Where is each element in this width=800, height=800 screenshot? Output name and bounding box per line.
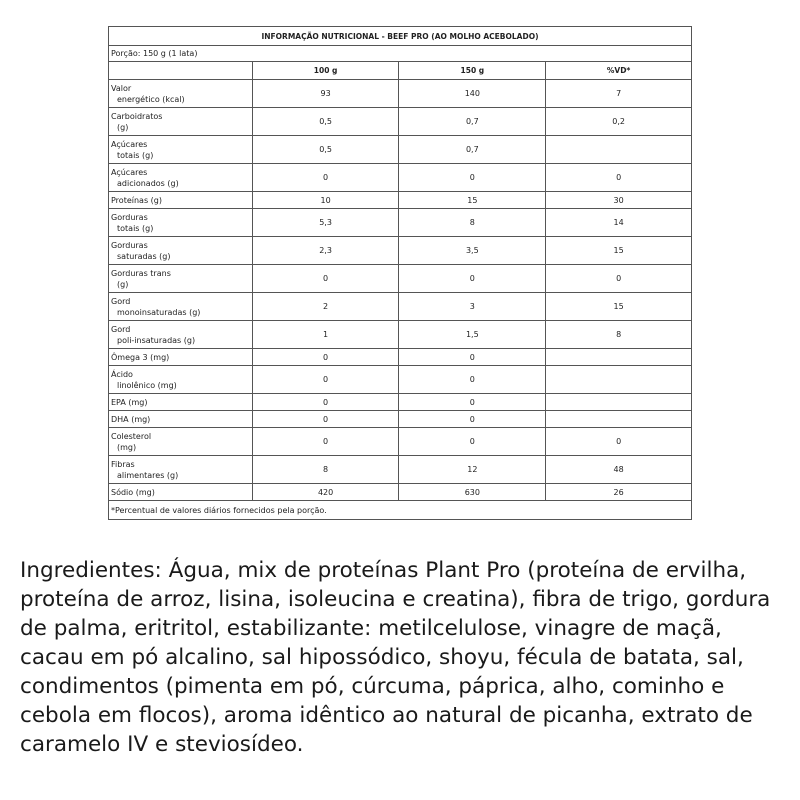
- nutrient-label: [109, 349, 253, 366]
- table-row: [109, 192, 692, 209]
- nutrient-rows: [109, 80, 692, 501]
- portion-row: [109, 46, 692, 62]
- value-vd: 8: [546, 321, 692, 349]
- nutrient-label: [109, 484, 253, 501]
- value-100g: 2,3: [252, 237, 399, 265]
- value-150g: 0: [399, 411, 546, 428]
- nutrient-label-line1: Ácido: [111, 369, 133, 379]
- nutrient-label-line1: Valor: [111, 83, 132, 93]
- table-row: [109, 428, 692, 456]
- value-vd: [546, 366, 692, 394]
- table-row: [109, 456, 692, 484]
- nutrient-label: [109, 366, 253, 394]
- value-100g: 10: [252, 192, 399, 209]
- value-100g: 0,5: [252, 136, 399, 164]
- nutrient-label-line1: Gord: [111, 324, 131, 334]
- nutrient-label: [109, 456, 253, 484]
- nutrient-label-line2: linolênico (mg): [117, 380, 177, 390]
- nutrient-label-line1: Gorduras trans: [111, 268, 171, 278]
- nutrient-label-line2: totais (g): [117, 223, 154, 233]
- nutrient-label-line1: Sódio (mg): [111, 487, 155, 497]
- header-150g: 150 g: [399, 62, 546, 80]
- value-150g: 12: [399, 456, 546, 484]
- table-row: [109, 394, 692, 411]
- nutrient-label: [109, 394, 253, 411]
- nutrient-label: [109, 411, 253, 428]
- value-100g: 0: [252, 411, 399, 428]
- value-vd: 15: [546, 293, 692, 321]
- value-150g: 0,7: [399, 136, 546, 164]
- table-row: [109, 349, 692, 366]
- value-100g: 0: [252, 265, 399, 293]
- nutrient-label-line1: Ômega 3 (mg): [111, 352, 170, 362]
- nutrient-label-line1: Açúcares: [111, 167, 148, 177]
- nutrient-label-line1: DHA (mg): [111, 414, 151, 424]
- nutrient-label-line1: Gord: [111, 296, 131, 306]
- nutrient-label-line1: Gorduras: [111, 212, 148, 222]
- value-100g: 0: [252, 164, 399, 192]
- nutrient-label-line2: monoinsaturadas (g): [117, 307, 201, 317]
- nutrient-label: [109, 164, 253, 192]
- table-row: [109, 366, 692, 394]
- table-row: [109, 411, 692, 428]
- value-vd: 15: [546, 237, 692, 265]
- table-row: [109, 136, 692, 164]
- value-vd: 0: [546, 164, 692, 192]
- value-150g: 0: [399, 164, 546, 192]
- nutrient-label-line1: Gorduras: [111, 240, 148, 250]
- value-150g: 3,5: [399, 237, 546, 265]
- nutrition-table: [108, 26, 692, 520]
- value-150g: 1,5: [399, 321, 546, 349]
- value-150g: 3: [399, 293, 546, 321]
- value-100g: 93: [252, 80, 399, 108]
- nutrient-label: [109, 265, 253, 293]
- value-vd: 14: [546, 209, 692, 237]
- nutrient-label-line2: (g): [117, 122, 129, 132]
- nutrient-label-line2: energético (kcal): [117, 94, 185, 104]
- value-150g: 8: [399, 209, 546, 237]
- header-empty-cell: [109, 62, 253, 80]
- table-row: [109, 484, 692, 501]
- footnote-row: [109, 501, 692, 520]
- nutrient-label: [109, 237, 253, 265]
- nutrient-label-line2: totais (g): [117, 150, 154, 160]
- value-100g: 420: [252, 484, 399, 501]
- value-150g: 0: [399, 428, 546, 456]
- portion-text: Porção: 150 g (1 lata): [109, 46, 692, 62]
- nutrient-label-line1: Colesterol: [111, 431, 152, 441]
- value-vd: 30: [546, 192, 692, 209]
- value-100g: 2: [252, 293, 399, 321]
- table-row: [109, 108, 692, 136]
- value-vd: 48: [546, 456, 692, 484]
- value-vd: [546, 136, 692, 164]
- nutrient-label: [109, 428, 253, 456]
- value-100g: 0: [252, 349, 399, 366]
- value-vd: 0: [546, 428, 692, 456]
- value-100g: 0,5: [252, 108, 399, 136]
- header-100g: 100 g: [252, 62, 399, 80]
- nutrient-label-line1: Carboidratos: [111, 111, 163, 121]
- value-150g: 0: [399, 265, 546, 293]
- nutrient-label: [109, 80, 253, 108]
- ingredients-text: Ingredientes: Água, mix de proteínas Plant Pro (proteína de ervilha, proteína de arroz, lisina, isoleucina e creatina), fibra de trigo, gordura de palma, eritritol, estabilizante: metilcelulose, vinagre de maçã, cacau em pó alcalino, sal hipossódico, shoyu, fécula de batata, sal, condimentos (pimenta em pó, cúrcuma, páprica, alho, cominho e cebola em flocos), aroma idêntico ao natural de picanha, extrato de caramelo IV e steviosídeo.: [20, 558, 771, 757]
- nutrient-label: [109, 209, 253, 237]
- nutrient-label: [109, 192, 253, 209]
- nutrient-label-line2: (mg): [117, 442, 137, 452]
- value-vd: [546, 394, 692, 411]
- nutrient-label-line2: alimentares (g): [117, 470, 179, 480]
- nutrient-label: [109, 136, 253, 164]
- value-150g: 0: [399, 349, 546, 366]
- table-title: INFORMAÇÃO NUTRICIONAL - BEEF PRO (AO MOLHO ACEBOLADO): [109, 27, 692, 46]
- value-vd: [546, 411, 692, 428]
- table-row: [109, 265, 692, 293]
- value-100g: 8: [252, 456, 399, 484]
- value-100g: 0: [252, 428, 399, 456]
- nutrient-label: [109, 321, 253, 349]
- nutrient-label-line2: (g): [117, 279, 129, 289]
- value-100g: 5,3: [252, 209, 399, 237]
- header-vd: %VD*: [546, 62, 692, 80]
- nutrient-label-line2: poli-insaturadas (g): [117, 335, 196, 345]
- value-150g: 0: [399, 394, 546, 411]
- value-150g: 0,7: [399, 108, 546, 136]
- table-row: [109, 321, 692, 349]
- value-100g: 1: [252, 321, 399, 349]
- nutrient-label: [109, 108, 253, 136]
- value-vd: [546, 349, 692, 366]
- footnote-text: *Percentual de valores diários fornecidos pela porção.: [109, 501, 692, 520]
- nutrient-label-line2: adicionados (g): [117, 178, 179, 188]
- column-header-row: [109, 62, 692, 80]
- table-title-row: [109, 27, 692, 46]
- nutrient-label-line1: EPA (mg): [111, 397, 148, 407]
- nutrient-label-line1: Açúcares: [111, 139, 148, 149]
- table-row: [109, 209, 692, 237]
- value-vd: 26: [546, 484, 692, 501]
- value-150g: 15: [399, 192, 546, 209]
- value-vd: 0,2: [546, 108, 692, 136]
- value-150g: 630: [399, 484, 546, 501]
- value-150g: 0: [399, 366, 546, 394]
- nutrient-label-line1: Proteínas (g): [111, 195, 162, 205]
- value-vd: 0: [546, 265, 692, 293]
- value-100g: 0: [252, 366, 399, 394]
- nutrient-label: [109, 293, 253, 321]
- value-vd: 7: [546, 80, 692, 108]
- table-row: [109, 293, 692, 321]
- nutrient-label-line2: saturadas (g): [117, 251, 171, 261]
- value-100g: 0: [252, 394, 399, 411]
- table-row: [109, 164, 692, 192]
- table-row: [109, 237, 692, 265]
- value-150g: 140: [399, 80, 546, 108]
- nutrient-label-line1: Fibras: [111, 459, 135, 469]
- table-row: [109, 80, 692, 108]
